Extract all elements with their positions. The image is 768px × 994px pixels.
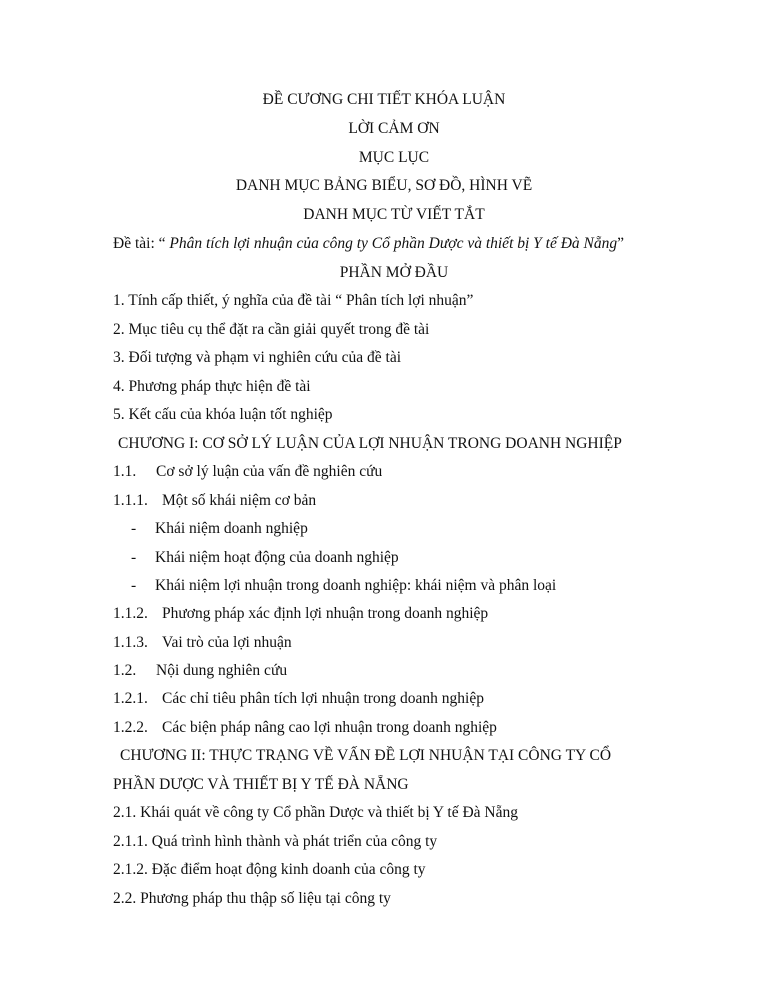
topic-title: Phân tích lợi nhuận của công ty Cổ phần Dược và thiết bị Y tế Đà Nẵng	[169, 235, 618, 252]
chapter2-item: 2.1. Khái quát về công ty Cổ phần Dược và thiết bị Y tế Đà Nẵng	[113, 804, 519, 821]
section-title: Vai trò của lợi nhuận	[162, 634, 292, 651]
section-title: Các chỉ tiêu phân tích lợi nhuận trong doanh nghiệp	[162, 690, 484, 707]
tables-list-title: DANH MỤC BẢNG BIỂU, SƠ ĐỒ, HÌNH VẼ	[235, 177, 533, 194]
bullet-dash: -	[131, 549, 137, 566]
intro-item: 2. Mục tiêu cụ thể đặt ra cần giải quyết trong đề tài	[113, 321, 430, 338]
bullet-dash: -	[131, 520, 137, 537]
intro-item: 4. Phương pháp thực hiện đề tài	[113, 378, 311, 395]
intro-item: 3. Đối tượng và phạm vi nghiên cứu của đề tài	[113, 349, 401, 366]
chapter1-heading: CHƯƠNG I: CƠ SỞ LÝ LUẬN CỦA LỢI NHUẬN TRONG DOANH NGHIỆP	[118, 435, 622, 452]
section-title: Phương pháp xác định lợi nhuận trong doanh nghiệp	[162, 605, 489, 622]
section-number: 1.1.3.	[113, 634, 148, 651]
section-title: Nội dung nghiên cứu	[156, 662, 288, 679]
toc-title: MỤC LỤC	[358, 149, 430, 166]
section-number: 1.2.	[113, 662, 137, 679]
topic-prefix: Đề tài: “	[113, 235, 166, 252]
chapter2-item: 2.1.1. Quá trình hình thành và phát triển của công ty	[113, 833, 438, 850]
section-number: 1.2.1.	[113, 690, 148, 707]
outline-title: ĐỀ CƯƠNG CHI TIẾT KHÓA LUẬN	[262, 91, 506, 108]
intro-heading: PHẦN MỞ ĐẦU	[339, 264, 449, 281]
toc-entry	[113, 604, 488, 624]
chapter2-item: 2.2. Phương pháp thu thập số liệu tại công ty	[113, 890, 391, 907]
abbreviation-list-title: DANH MỤC TỪ VIẾT TẮT	[303, 206, 485, 223]
intro-item: 5. Kết cấu của khóa luận tốt nghiệp	[113, 406, 333, 423]
thanks-title: LỜI CẢM ƠN	[348, 120, 440, 137]
toc-entry	[113, 661, 287, 681]
bullet-text: Khái niệm hoạt động của doanh nghiệp	[155, 549, 399, 566]
toc-entry	[113, 689, 484, 709]
bullet-item	[131, 519, 308, 539]
section-title: Cơ sở lý luận của vấn đề nghiên cứu	[156, 463, 383, 480]
section-number: 1.2.2.	[113, 719, 148, 736]
section-title: Các biện pháp nâng cao lợi nhuận trong doanh nghiệp	[162, 719, 497, 736]
bullet-item	[131, 548, 399, 568]
chapter2-heading-line1: CHƯƠNG II: THỰC TRẠNG VỀ VẤN ĐỀ LỢI NHUẬN TẠI CÔNG TY CỔ	[120, 747, 612, 764]
section-title: Một số khái niệm cơ bản	[162, 492, 317, 509]
topic-suffix: ”	[617, 235, 625, 252]
section-number: 1.1.2.	[113, 605, 148, 622]
toc-entry	[113, 633, 292, 653]
bullet-text: Khái niệm doanh nghiệp	[155, 520, 308, 537]
section-number: 1.1.1.	[113, 492, 148, 509]
bullet-dash: -	[131, 577, 137, 594]
bullet-text: Khái niệm lợi nhuận trong doanh nghiệp: khái niệm và phân loại	[155, 577, 557, 594]
section-number: 1.1.	[113, 463, 137, 480]
bullet-item	[131, 576, 556, 596]
intro-item: 1. Tính cấp thiết, ý nghĩa của đề tài “ Phân tích lợi nhuận”	[113, 292, 474, 309]
toc-entry	[113, 491, 316, 511]
chapter2-heading-line2: PHẦN DƯỢC VÀ THIẾT BỊ Y TẾ ĐÀ NẴNG	[113, 776, 409, 793]
toc-entry	[113, 718, 497, 738]
chapter2-item: 2.1.2. Đặc điểm hoạt động kinh doanh của công ty	[113, 861, 426, 878]
toc-entry	[113, 462, 382, 482]
topic-line	[113, 234, 624, 254]
